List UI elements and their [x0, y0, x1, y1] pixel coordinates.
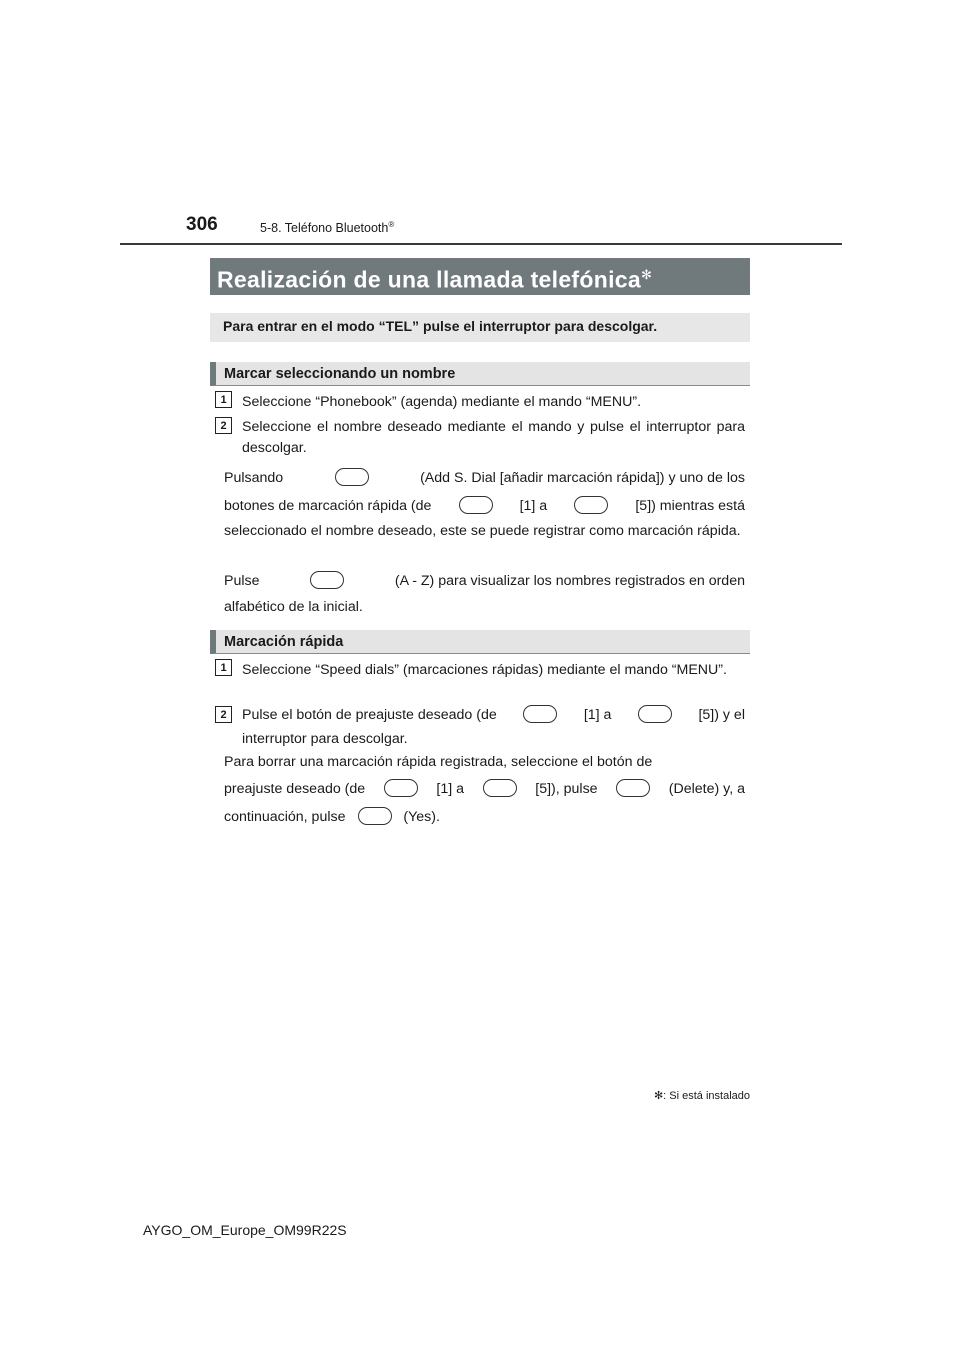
footnote-text: : Si está instalado — [663, 1090, 750, 1102]
section-label-text: 5-8. Teléfono Bluetooth — [260, 221, 389, 236]
preset-button-1-icon — [459, 496, 493, 514]
note-text: seleccionado el nombre deseado, este se puede registrar como marcación rápida. — [224, 523, 741, 539]
preset-button-5-icon — [574, 496, 608, 514]
note-line: Para borrar una marcación rápida registrada, seleccione el botón de — [224, 754, 653, 770]
note-line — [224, 572, 745, 590]
note-text: continuación, pulse — [224, 808, 346, 825]
step-number-badge: 1 — [215, 659, 232, 676]
subsection-header-speed-dial: Marcación rápida — [210, 630, 750, 654]
note-text: (A - Z) para visualizar los nombres registrados en orden — [394, 573, 745, 589]
a-z-button-icon — [310, 571, 344, 589]
footer-document-code: AYGO_OM_Europe_OM99R22S — [143, 1222, 347, 1238]
page-title: Realización de una llamada telefónica — [217, 266, 641, 293]
note-text: (Add S. Dial [añadir marcación rápida]) y uno de los — [420, 470, 745, 486]
step-line — [242, 706, 745, 724]
preset-button-5-icon — [483, 779, 517, 797]
note-text: preajuste deseado (de — [224, 781, 366, 797]
note-text: (Delete) y, a — [668, 781, 745, 797]
step-text: Pulse el botón de preajuste deseado (de — [242, 707, 497, 723]
intro-box: Para entrar en el modo “TEL” pulse el interruptor para descolgar. — [210, 313, 750, 342]
step-number-badge: 2 — [215, 706, 232, 723]
preset-button-5-icon — [638, 705, 672, 723]
section-label — [260, 220, 394, 235]
note-text: [5]) mientras está — [635, 498, 745, 514]
main-title-bar — [210, 258, 750, 295]
asterisk-icon: ✻ — [653, 1090, 664, 1102]
note-text: [1] a — [436, 781, 465, 797]
yes-button-icon — [358, 807, 392, 825]
note-text: botones de marcación rápida (de — [224, 498, 432, 514]
add-speed-dial-button-icon — [335, 468, 369, 486]
asterisk-icon: ✻ — [640, 267, 653, 282]
note-text: Pulsando — [224, 470, 284, 486]
preset-button-1-icon — [523, 705, 557, 723]
note-text: alfabético de la inicial. — [224, 599, 363, 615]
step-number-badge: 2 — [215, 417, 232, 434]
subsection-header-name-dial: Marcar seleccionando un nombre — [210, 362, 750, 386]
step-text: Seleccione “Speed dials” (marcaciones rápidas) mediante el mando “MENU”. — [242, 662, 727, 678]
note-text: Pulse — [224, 573, 260, 589]
header-divider — [120, 243, 842, 245]
step-number-badge: 1 — [215, 391, 232, 408]
note-line — [224, 780, 745, 798]
delete-button-icon — [616, 779, 650, 797]
preset-button-1-icon — [384, 779, 418, 797]
step-text: Seleccione el nombre deseado mediante el mando y pulse el interruptor para descolgar. — [242, 419, 745, 456]
registered-mark: ® — [388, 220, 395, 229]
note-text: [1] a — [519, 498, 548, 514]
note-line — [224, 497, 745, 515]
note-line — [224, 808, 745, 826]
step-text: [1] a — [583, 707, 612, 723]
footnote — [610, 1089, 750, 1102]
note-text: [5]), pulse — [535, 781, 598, 797]
step-text: Seleccione “Phonebook” (agenda) mediante el mando “MENU”. — [242, 394, 642, 410]
note-text: (Yes). — [403, 808, 440, 825]
page-number: 306 — [186, 214, 218, 235]
note-line — [224, 469, 745, 487]
step-text: interruptor para descolgar. — [242, 731, 408, 747]
step-text: [5]) y el — [698, 707, 745, 723]
